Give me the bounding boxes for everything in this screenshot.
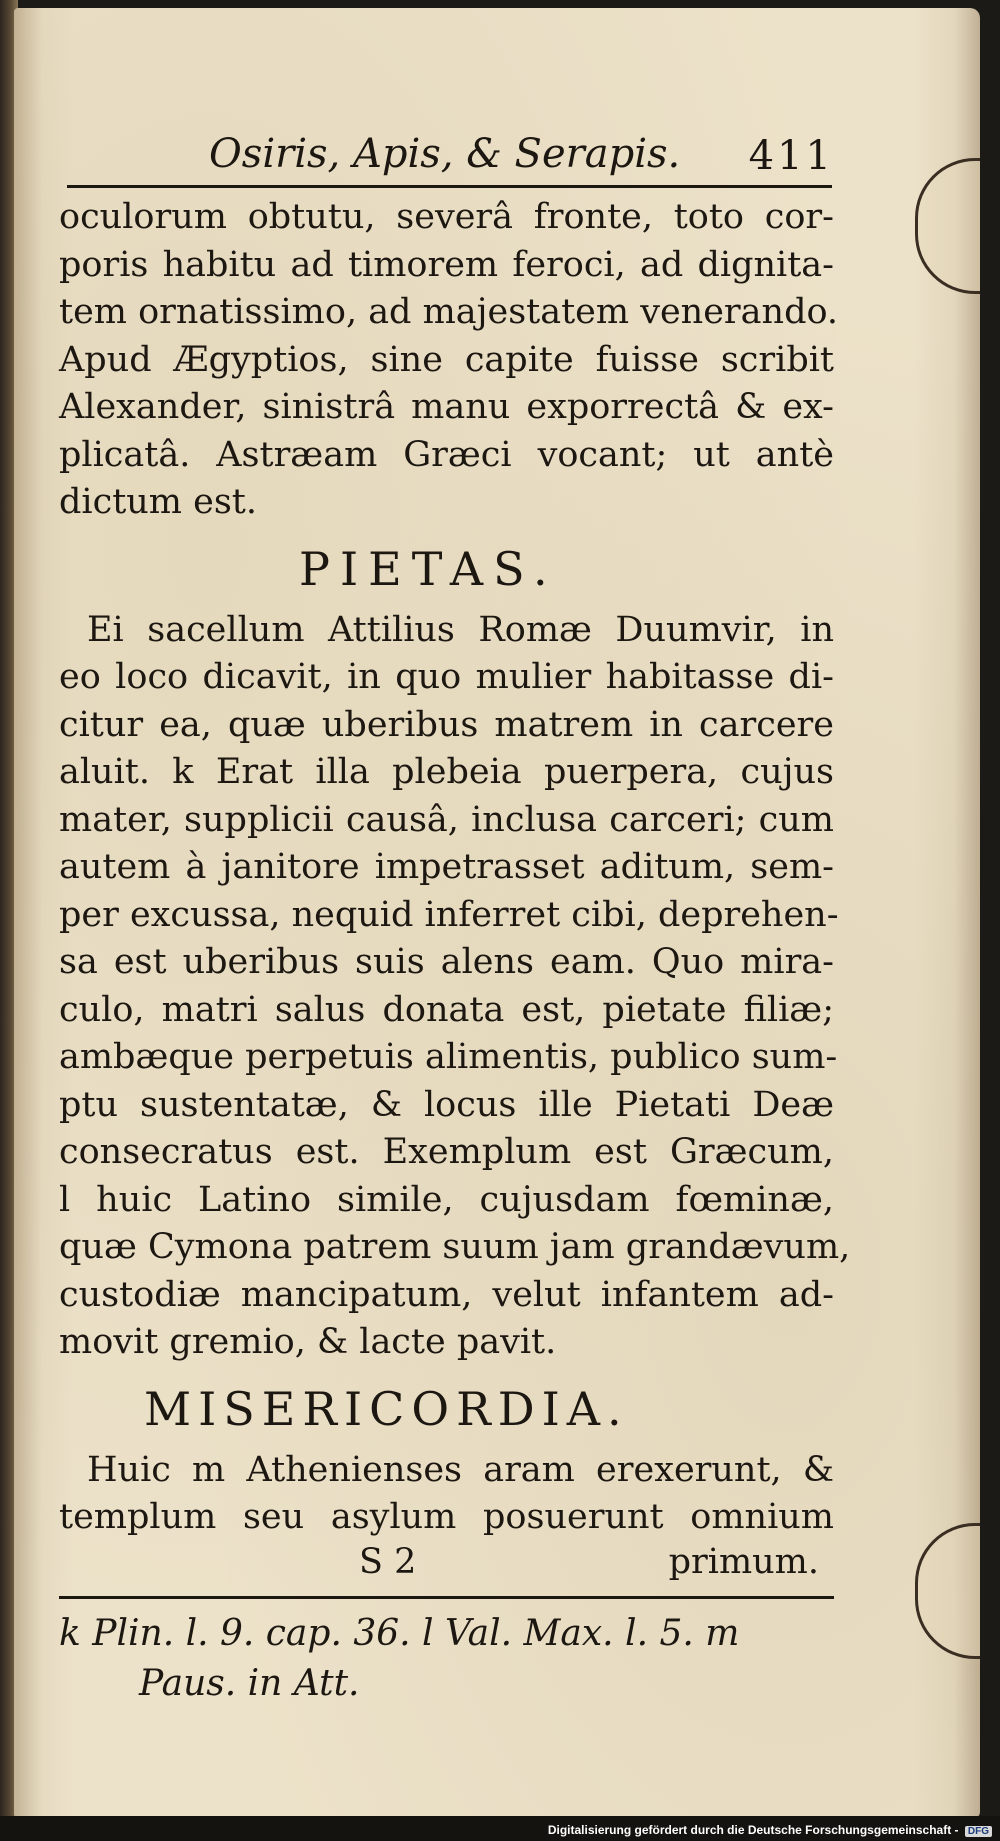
text-line: sa est uberibus suis alens eam. Quo mira- <box>59 942 834 982</box>
text-line: tem ornatissimo, ad majestatem venerando. <box>59 292 839 332</box>
footnote-line: k Plin. l. 9. cap. 36. l Val. Max. l. 5. m <box>59 1612 740 1654</box>
pietas-paragraph <box>59 607 851 1367</box>
header-rule <box>67 185 832 188</box>
text-line: movit gremio, & lacte pavit. <box>59 1322 557 1362</box>
dfg-logo: DFG <box>965 1826 992 1837</box>
section-heading-pietas: PIETAS. <box>299 541 558 596</box>
text-line: templum seu asylum posuerunt omnium <box>59 1497 834 1537</box>
text-line: Ei sacellum Attilius Romæ Duumvir, in <box>87 609 834 650</box>
text-line: mater, supplicii causâ, inclusa carceri; cum <box>59 799 834 840</box>
text-line: custodiæ mancipatum, velut infantem ad- <box>59 1274 834 1315</box>
page-clasp-bottom <box>915 1523 980 1659</box>
text-line: Alexander, sinistrâ manu exporrectâ & ex- <box>59 387 834 427</box>
footnote-line: Paus. in Att. <box>139 1662 360 1704</box>
book-page <box>14 8 980 1818</box>
misericordia-paragraph <box>59 1447 834 1542</box>
credit-text: Digitalisierung gefördert durch die Deutsche Forschungsgemeinschaft - <box>547 1823 959 1837</box>
text-line: eo loco dicavit, in quo mulier habitasse di- <box>59 657 834 697</box>
intro-paragraph <box>59 194 839 527</box>
text-line: plicatâ. Astræam Græci vocant; ut antè <box>59 434 834 475</box>
text-line: aluit. k Erat illa plebeia puerpera, cujus <box>59 752 834 792</box>
text-line: ambæque perpetuis alimentis, publico sum- <box>59 1037 838 1077</box>
signature-mark: S 2 <box>359 1541 417 1582</box>
text-line: Huic m Athenienses aram erexerunt, & <box>87 1449 834 1490</box>
text-line: ptu sustentatæ, & locus ille Pietati Deæ <box>59 1084 834 1125</box>
page-clasp-top <box>915 158 980 294</box>
text-line: autem à janitore impetrasset aditum, sem- <box>59 847 834 887</box>
text-line: poris habitu ad timorem feroci, ad dignita- <box>59 244 834 285</box>
text-line: l huic Latino simile, cujusdam fœminæ, <box>59 1179 834 1220</box>
text-line: culo, matri salus donata est, pietate filiæ; <box>59 989 834 1030</box>
page-number: 411 <box>748 133 834 179</box>
text-block <box>59 123 851 1709</box>
section-heading-misericordia: MISERICORDIA. <box>144 1381 629 1436</box>
text-line: Apud Ægyptios, sine capite fuisse scribit <box>59 339 834 380</box>
text-line: oculorum obtutu, severâ fronte, toto cor- <box>59 197 834 237</box>
text-line: per excussa, nequid inferret cibi, deprehen- <box>59 894 839 935</box>
footer-bar <box>0 1816 1000 1841</box>
text-line: dictum est. <box>59 482 257 522</box>
footnote-rule <box>59 1596 834 1599</box>
running-header <box>59 123 834 185</box>
text-line: citur ea, quæ uberibus matrem in carcere <box>59 704 834 745</box>
catch-line <box>59 1542 834 1592</box>
footnotes <box>59 1609 834 1709</box>
text-line: consecratus est. Exemplum est Græcum, <box>59 1132 834 1172</box>
digitization-credit <box>548 1823 992 1837</box>
text-line: quæ Cymona patrem suum jam grandævum, <box>59 1227 851 1267</box>
running-title: Osiris, Apis, & Serapis. <box>209 131 681 177</box>
catchword: primum. <box>668 1541 819 1582</box>
